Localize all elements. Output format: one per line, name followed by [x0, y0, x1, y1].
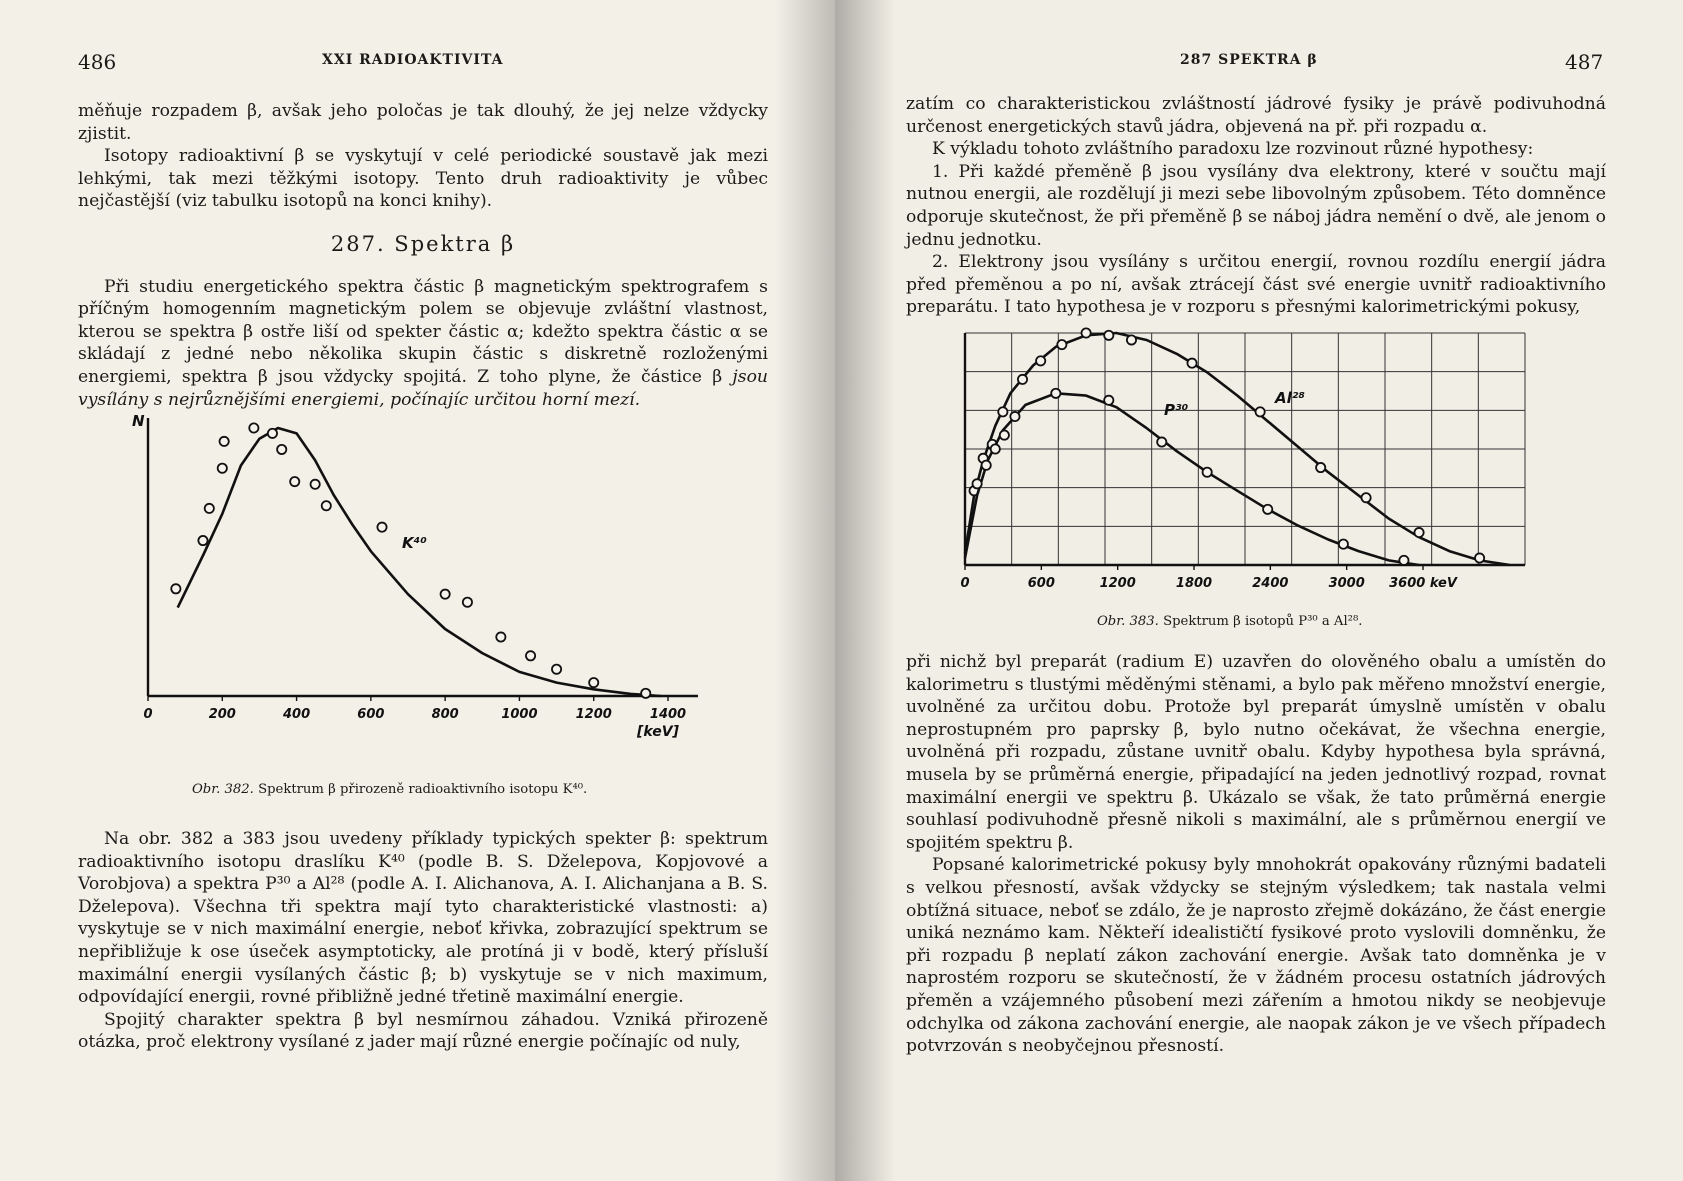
data-point-K40 — [496, 632, 505, 641]
x-tick-label: 2400 — [1252, 576, 1289, 591]
emphasis-text: jsou vysílány s nejrůznějšími energiemi, počínajíc určitou horní mezí. — [78, 366, 768, 410]
data-point-P30 — [1414, 528, 1423, 537]
caption-label: Obr. 382. — [192, 782, 254, 797]
x-axis-label: [keV] — [637, 724, 679, 740]
x-tick-label: 400 — [283, 707, 311, 722]
page-number: 486 — [78, 50, 117, 74]
data-point-Al28 — [1399, 556, 1408, 565]
series-label: Al²⁸ — [1275, 389, 1305, 407]
data-point-K40 — [377, 523, 386, 532]
running-head: 287 SPEKTRA β — [1180, 52, 1318, 68]
x-tick-label: 0 — [143, 707, 153, 722]
paragraph: Spojitý charakter spektra β byl nesmírnou záhadou. Vzniká přirozeně otázka, proč elektrony vysílané z jader mají různé energie počínajíc od nuly, — [78, 1009, 768, 1053]
data-point-K40 — [641, 689, 650, 698]
x-tick-label: 3000 — [1328, 576, 1365, 591]
caption-label: Obr. 383. — [1097, 614, 1159, 629]
page-number: 487 — [1565, 50, 1604, 74]
data-point-K40 — [589, 678, 598, 687]
x-tick-label: 1200 — [1099, 576, 1136, 591]
data-point-P30 — [1316, 463, 1325, 472]
data-point-K40 — [268, 429, 277, 438]
x-tick-label: 1800 — [1175, 576, 1213, 591]
data-point-K40 — [249, 423, 258, 432]
data-point-Al28 — [1339, 540, 1348, 549]
x-tick-label: 1400 — [649, 707, 687, 722]
data-point-P30 — [1361, 493, 1370, 502]
data-point-P30 — [1057, 340, 1066, 349]
data-point-K40 — [463, 598, 472, 607]
y-axis-label: N — [132, 412, 145, 430]
paragraph: při nichž byl preparát (radium E) uzavřen do olověného obalu a umístěn do kalorimetru s tlustými měděnými stěnami, a bylo pak měřeno množství energie, uvolněné za určitou dobu. Protože byl preparát úmyslně umístěn v obalu neprostupném pro paprsky β, bylo nutno očekávat, že všechna energie, uvolněná při rozpadu, zůstane uvnitř obalu. Kdyby hypothesa byla správná, musela by se průměrná energie, připadající na jeden jednotlivý rozpad, rovnat maximální energii ve spektru β. Ukázalo se však, že tato průměrná energie souhlasí podivuhodně přesně nikoli s maximální, ale s průměrnou energií ve spojitém spektru β. — [906, 652, 1606, 853]
figure-caption — [1097, 614, 1362, 629]
paragraph: Na obr. 382 a 383 jsou uvedeny příklady typických spekter β: spektrum radioaktivního isotopu draslíku K⁴⁰ (podle B. S. Dželepova, Kopjovové a Vorobjova) a spektra P³⁰ a Al²⁸ (podle A. I. Alichanova, A. I. Alichanjana a B. S. Dželepova). Všechna tři spektra mají tyto charakteristické vlastnosti: a) vyskytuje se v nich maximální energie, neboť křivka, zobrazující spektrum se nepřibližuje k ose úseček asymptoticky, ale protíná ji v bodě, který přísluší maximální energii vysílaných částic β; b) vyskytuje se v nich maximum, odpovídající energii, rovné přibližně jedné třetině maximální energie. — [78, 829, 768, 1008]
data-point-K40 — [311, 480, 320, 489]
x-tick-label: 600 — [357, 707, 385, 722]
data-point-P30 — [1256, 407, 1265, 416]
data-point-P30 — [1081, 328, 1090, 337]
data-point-Al28 — [1104, 396, 1113, 405]
x-tick-label: 800 — [431, 707, 459, 722]
paragraph: Isotopy radioaktivní β se vyskytují v celé periodické soustavě jak mezi lehkými, tak mezi těžkými isotopy. Tento druh radioaktivity je vůbec nejčastější (viz tabulku isotopů na konci knihy). — [78, 146, 768, 212]
x-tick-label: 1200 — [575, 707, 612, 722]
data-point-P30 — [1036, 356, 1045, 365]
data-point-K40 — [290, 477, 299, 486]
data-point-K40 — [171, 584, 180, 593]
paragraph: 1. Při každé přeměně β jsou vysílány dva elektrony, které v součtu mají nutnou energii, ale rozdělují ji mezi sebe libovolným způsobem. Této domněnce odporuje skutečnost, že při přeměně β se náboj jádra nemění o dvě, ale jenom o jednu jednotku. — [906, 161, 1606, 250]
caption-text: Spektrum β přirozeně radioaktivního isotopu K⁴⁰. — [258, 782, 588, 797]
data-point-K40 — [277, 445, 286, 454]
data-point-K40 — [220, 437, 229, 446]
data-point-P30 — [1475, 553, 1484, 562]
left-page — [0, 0, 835, 1181]
data-point-Al28 — [973, 479, 982, 488]
paragraph — [78, 276, 768, 412]
paragraph-text: Při studiu energetického spektra částic β magnetickým spektrografem s příčným homogenním magnetickým polem se objevuje zvláštní vlastnost, kterou se spektra β ostře liší od spekter částic α; kdežto spektra částic α se skládají z jedné nebo několika skupin částic s diskretně rozloženými energiemi, spektra β jsou vždycky spojitá. Z toho plyne, že částice β — [78, 276, 768, 387]
text-block-bottom — [906, 651, 1606, 1058]
paragraph: Popsané kalorimetrické pokusy byly mnohokrát opakovány různými badateli s velkou přesností, avšak vždycky se stejným výsledkem; tak nastala velmi obtížná situace, neboť se zdálo, že je naprosto zřejmě dokázáno, že část energie uniká neznámo kam. Někteří idealističtí fysikové proto vyslovili domněnku, že při rozpadu β neplatí zákon zachování energie. Avšak tato domněnka je v naprostém rozporu se skutečností, že v žádném procesu ostatních jádrových přeměn a vzájemného působení mezi zářením a hmotou nikdy se neobjevuje odchylka od zákona zachování energie, ale naopak zákon je ve všech případech potvrzován s neobyčejnou přesností. — [906, 855, 1606, 1057]
x-tick-label: 0 — [960, 576, 970, 591]
x-tick-label: 1000 — [501, 707, 538, 722]
figure-383-chart — [960, 325, 1560, 615]
data-point-Al28 — [1000, 430, 1009, 439]
data-point-K40 — [205, 504, 214, 513]
data-point-K40 — [198, 536, 207, 545]
data-point-K40 — [218, 464, 227, 473]
series-curve-K40 — [178, 428, 661, 696]
figure-caption — [192, 782, 587, 797]
data-point-P30 — [1104, 331, 1113, 340]
section-title: 287. Spektra β — [330, 231, 516, 256]
data-point-Al28 — [991, 444, 1000, 453]
x-tick-label: 3600 keV — [1389, 576, 1457, 591]
paragraph: zatím co charakteristickou zvláštností jádrové fysiky je právě podivuhodná určenost energetických stavů jádra, objevená na př. při rozpadu α. — [906, 94, 1606, 137]
data-point-Al28 — [982, 461, 991, 470]
data-point-P30 — [1127, 335, 1136, 344]
text-block-top — [906, 93, 1606, 319]
data-point-K40 — [552, 665, 561, 674]
data-point-Al28 — [1263, 505, 1272, 514]
data-point-Al28 — [1010, 412, 1019, 421]
x-tick-label: 600 — [1027, 576, 1055, 591]
caption-text: Spektrum β isotopů P³⁰ a Al²⁸. — [1163, 614, 1363, 629]
paragraph: 2. Elektrony jsou vysílány s určitou energií, rovnou rozdílu energií jádra před přeměnou a po ní, avšak ztrácejí část své energie uvnitř radioaktivního preparátu. I tato hypothesa je v rozporu s přesnými kalorimetrickými pokusy, — [906, 252, 1606, 318]
data-point-P30 — [1018, 375, 1027, 384]
paragraph: měňuje rozpadem β, avšak jeho poločas je tak dlouhý, že jej nelze vždycky zjistit. — [78, 101, 768, 144]
data-point-Al28 — [1157, 437, 1166, 446]
series-curve-Al28 — [965, 393, 1419, 565]
data-point-K40 — [322, 501, 331, 510]
data-point-P30 — [998, 407, 1007, 416]
x-tick-label: 200 — [208, 707, 236, 722]
paragraph: K výkladu tohoto zvláštního paradoxu lze rozvinout různé hypothesy: — [932, 139, 1534, 160]
data-point-Al28 — [1203, 468, 1212, 477]
text-block-bottom — [78, 828, 768, 1054]
series-label: P³⁰ — [1164, 401, 1189, 419]
data-point-Al28 — [1051, 389, 1060, 398]
figure-382-chart — [120, 410, 740, 780]
data-point-P30 — [1187, 359, 1196, 368]
right-page — [835, 0, 1683, 1181]
data-point-K40 — [526, 651, 535, 660]
running-head: XXI RADIOAKTIVITA — [322, 52, 504, 68]
data-point-K40 — [441, 590, 450, 599]
text-block-top — [78, 100, 768, 411]
series-label: K⁴⁰ — [402, 534, 427, 552]
